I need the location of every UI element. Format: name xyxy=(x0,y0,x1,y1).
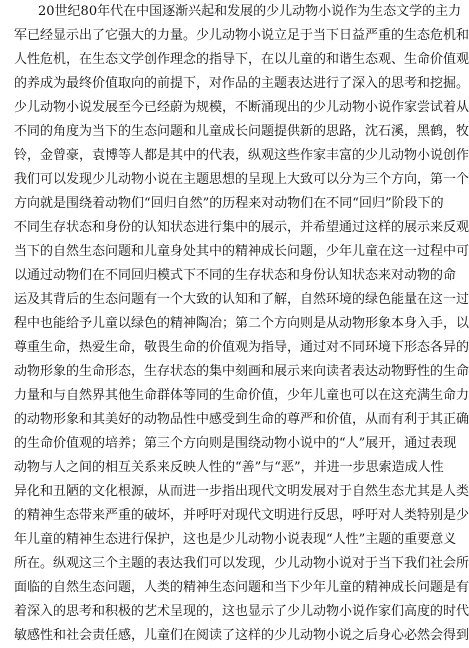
text-line: 不同的角度为当下的生态问题和儿童成长问题提供新的思路，沈石溪，黑鹤，牧 xyxy=(14,124,469,139)
text-line: 的养成为最终价值取向的前提下，对作品的主题表达进行了深入的思考和挖掘。 xyxy=(14,76,469,91)
text-line: 所在。纵观这三个主题的表达我们可以发现，少儿动物小说对于当下我们社会所 xyxy=(14,556,469,571)
text-line: 程中也能给予儿童以绿色的精神陶冶；第二个方向则是从动物形象本身入手，以 xyxy=(14,316,469,331)
text-line: 面临的自然生态问题，人类的精神生态问题和当下少年儿童的精神成长问题是有 xyxy=(14,580,469,595)
text-line: 动物形象的生命形态，生存状态的集中刻画和展示来向读者表达动物野性的生命 xyxy=(14,364,469,379)
text-line: 不同生存状态和身份的认知状态进行集中的展示，并希望通过这样的展示来反观 xyxy=(14,220,469,235)
body-paragraph xyxy=(14,0,469,648)
text-line: 20世纪80年代在中国逐渐兴起和发展的少儿动物小说作为生态文学的主力 xyxy=(38,4,462,19)
text-line: 少儿动物小说发展至今已经蔚为规模，不断涌现出的少儿动物小说作家尝试着从 xyxy=(14,100,469,115)
text-line: 着深入的思考和积极的艺术呈现的，这也显示了少儿动物小说作家们高度的时代 xyxy=(14,604,469,619)
text-line: 尊重生命，热爱生命，敬畏生命的价值观为指导，通过对不同环境下形态各异的 xyxy=(14,340,469,355)
text-line: 运及其背后的生态问题有一个大致的认知和了解，自然环境的绿色能量在这一过 xyxy=(14,292,469,307)
text-line: 的精神生态带来严重的破坏，并呼吁对现代文明进行反思，呼吁对人类特别是少 xyxy=(14,508,469,523)
text-line: 我们可以发现少儿动物小说在主题思想的呈现上大致可以分为三个方向，第一个 xyxy=(14,172,469,187)
text-line: 的生命价值观的培养；第三个方向则是围绕动物小说中的“人”展开，通过表现 xyxy=(14,436,457,451)
text-line: 军已经显示出了它强大的力量。少儿动物小说立足于当下日益严重的生态危机和 xyxy=(14,28,469,43)
text-line: 动物与人之间的相互关系来反映人性的“善”与“恶”，并进一步思索造成人性 xyxy=(14,460,444,475)
text-line: 的动物形象和其美好的动物品性中感受到生命的尊严和价值，从而有利于其正确 xyxy=(14,412,469,427)
text-line: 年儿童的精神生态进行保护，这也是少儿动物小说表现“人性”主题的重要意义 xyxy=(14,532,457,547)
text-line: 方向就是围绕着动物们“回归自然”的历程来对动物们在不同“回归”阶段下的 xyxy=(14,196,444,211)
text-line: 敏感性和社会责任感，儿童们在阅读了这样的少儿动物小说之后身心必然会得到 xyxy=(14,628,469,643)
text-line: 力量和与自然界其他生命群体等同的生命价值，少年儿童也可以在这充满生命力 xyxy=(14,388,469,403)
text-line: 异化和丑陋的文化根源，从而进一步指出现代文明发展对于自然生态尤其是人类 xyxy=(14,484,469,499)
text-line: 以通过动物们在不同回归模式下不同的生存状态和身份认知状态来对动物的命 xyxy=(14,268,457,283)
text-line: 铃，金曾豪，袁博等人都是其中的代表，纵观这些作家丰富的少儿动物小说创作 xyxy=(14,148,469,163)
text-line: 当下的自然生态问题和儿童身处其中的精神成长问题，少年儿童在这一过程中可 xyxy=(14,244,469,259)
text-line: 人性危机，在生态文学创作理念的指导下，在以儿童的和谐生态观、生命价值观 xyxy=(14,52,469,67)
